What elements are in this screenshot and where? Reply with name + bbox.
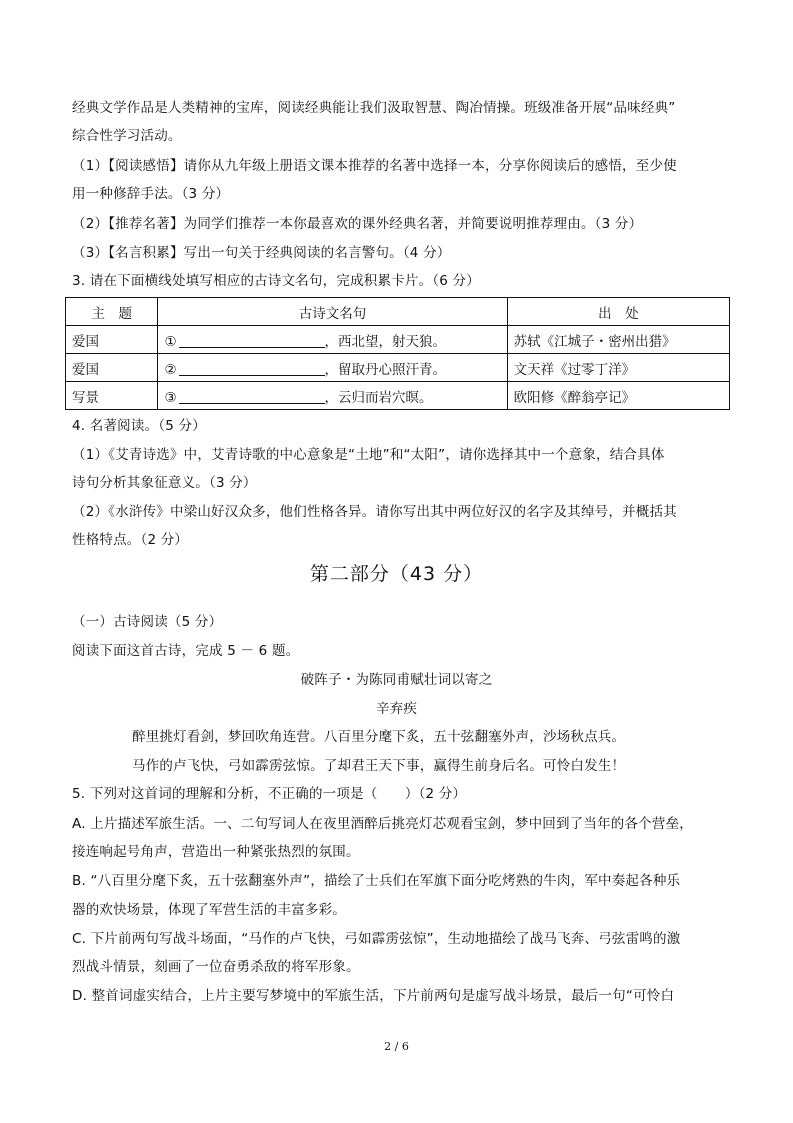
question-3-stem: 3. 请在下面横线处填写相应的古诗文名句，完成积累卡片。（6 分） [72, 273, 480, 289]
blank-number: ① [164, 333, 177, 350]
question-2-1: 用一种修辞手法。（3 分） [72, 186, 230, 202]
fill-in-blank[interactable] [179, 333, 325, 348]
verse-tail: ，留取丹心照汗青。 [324, 361, 447, 378]
question-4-1: （1）《艾青诗选》中，艾青诗歌的中心意象是“土地”和“太阳”，请你选择其中一个意象，结合具体 [72, 447, 665, 463]
row-verse [158, 326, 507, 354]
question-4-1: 诗句分析其象征意义。（3 分） [72, 475, 257, 491]
row-theme: 写景 [66, 382, 158, 410]
reading-instruction: 阅读下面这首古诗，完成 5 － 6 题。 [72, 643, 300, 659]
header-source: 出 处 [507, 298, 729, 326]
question-5-stem: 5. 下列对这首词的理解和分析，不正确的一项是（ ）（2 分） [72, 786, 467, 802]
poem-line: 醉里挑灯看剑，梦回吹角连营。八百里分麾下炙，五十弦翻塞外声，沙场秋点兵。 [132, 729, 626, 745]
table-row [66, 354, 730, 382]
row-source: 文天祥《过零丁洋》 [507, 354, 729, 382]
option-c: 烈战斗情景，刻画了一位奋勇杀敌的将军形象。 [72, 959, 360, 975]
row-theme: 爱国 [66, 326, 158, 354]
blank-number: ③ [164, 389, 177, 406]
header-theme: 主 题 [66, 298, 158, 326]
fill-in-blank[interactable] [179, 389, 325, 404]
question-4-2: （2）《水浒传》中梁山好汉众多，他们性格各异。请你写出其中两位好汉的名字及其绰号，并概括其 [72, 504, 677, 520]
verse-tail: ，云归而岩穴暝。 [324, 389, 433, 406]
row-theme: 爱国 [66, 354, 158, 382]
page-number: 2 / 6 [384, 1040, 409, 1053]
blank-number: ② [164, 361, 177, 378]
question-2-2: （2）【推荐名著】为同学们推荐一本你最喜欢的课外经典名著，并简要说明推荐理由。（3 分） [72, 216, 643, 232]
row-verse [158, 382, 507, 410]
row-source: 苏轼《江城子・密州出猎》 [507, 326, 729, 354]
question-2-1: （1）【阅读感悟】请你从九年级上册语文课本推荐的名著中选择一本，分享你阅读后的感悟，至少使 [72, 158, 677, 174]
intro-text: 经典文学作品是人类精神的宝库，阅读经典能让我们汲取智慧、陶冶情操。班级准备开展“品味经典” [72, 100, 676, 116]
poem-line: 马作的卢飞快，弓如霹雳弦惊。了却君王天下事，赢得生前身后名。可怜白发生！ [132, 758, 626, 774]
table-header-row [66, 298, 730, 326]
option-b: 器的欢快场景，体现了军营生活的丰富多彩。 [72, 902, 346, 918]
section-heading: （一）古诗阅读（5 分） [72, 614, 223, 630]
question-2-3: （3）【名言积累】写出一句关于经典阅读的名言警句。（4 分） [72, 245, 451, 261]
table-row [66, 326, 730, 354]
verse-tail: ，西北望，射天狼。 [324, 333, 447, 350]
option-d: D. 整首词虚实结合，上片主要写梦境中的军旅生活，下片前两句是虚写战斗场景，最后一句“可怜白 [72, 988, 675, 1004]
header-verse: 古诗文名句 [158, 298, 507, 326]
row-verse [158, 354, 507, 382]
fill-in-blank[interactable] [179, 361, 325, 376]
row-source: 欧阳修《醉翁亭记》 [507, 382, 729, 410]
option-a: A. 上片描述军旅生活。一、二句写词人在夜里酒醉后挑亮灯芯观看宝剑，梦中回到了当年的各个营垒， [72, 816, 693, 832]
option-a: 接连响起号角声，营造出一种紧张热烈的氛围。 [72, 844, 360, 860]
part-two-title: 第二部分（43 分） [309, 563, 484, 585]
option-c: C. 下片前两句写战斗场面，“马作的卢飞快，弓如霹雳弦惊”，生动地描绘了战马飞奔、弓弦雷鸣的激 [72, 931, 681, 947]
question-4-2: 性格特点。（2 分） [72, 532, 189, 548]
poetry-card-table [65, 297, 730, 410]
poem-title: 破阵子・为陈同甫赋壮词以寄之 [300, 672, 493, 688]
table-row [66, 382, 730, 410]
intro-text: 综合性学习活动。 [72, 128, 182, 144]
poem-author: 辛弃疾 [375, 701, 418, 717]
option-b: B. “八百里分麾下炙，五十弦翻塞外声”，描绘了士兵们在军旗下面分吃烤熟的牛肉，军中奏起各种乐 [72, 873, 681, 889]
question-4-stem: 4. 名著阅读。（5 分） [72, 418, 206, 434]
